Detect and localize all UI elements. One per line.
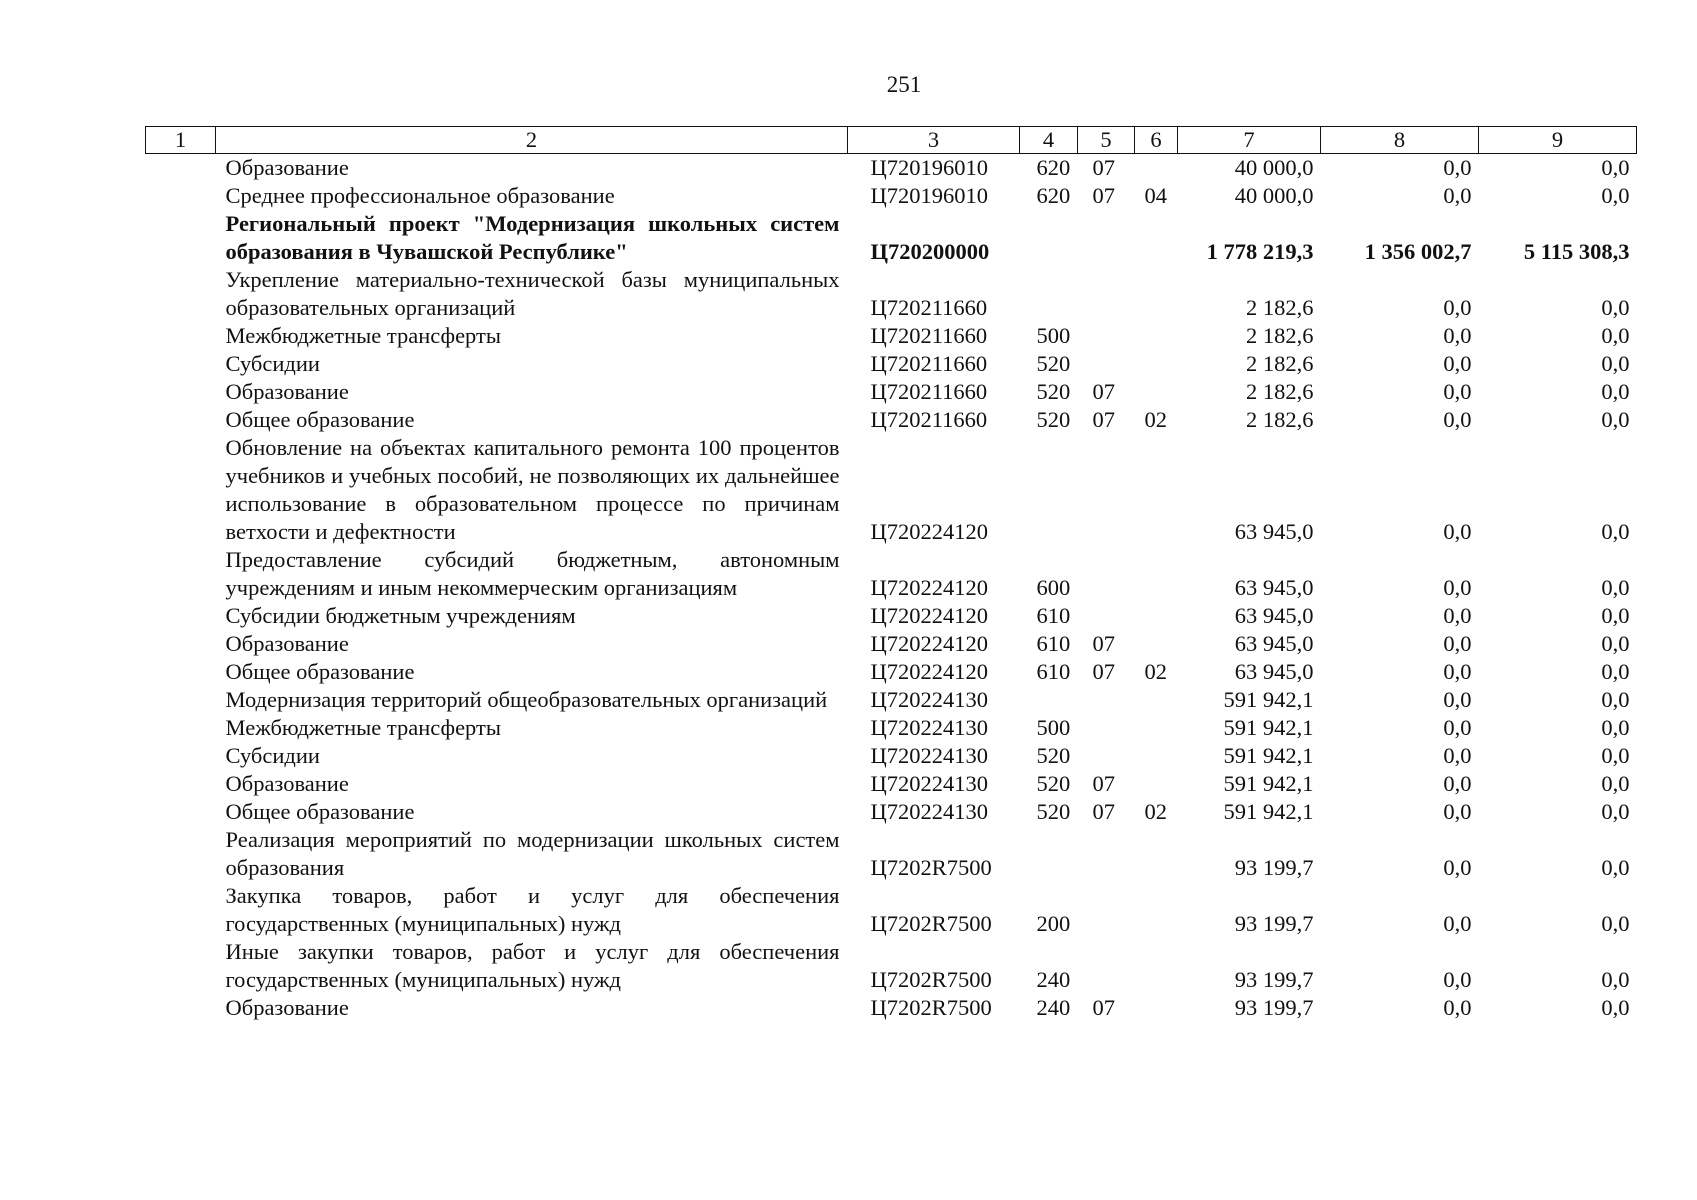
row-amount-col9: 0,0: [1601, 659, 1630, 684]
row-subsection: [1135, 154, 1178, 183]
row-amount-col9: 0,0: [1601, 911, 1630, 936]
row-expense-type: [1020, 266, 1078, 322]
row-section: [1078, 210, 1135, 266]
row-amount-col7: 591 942,1: [1223, 687, 1314, 712]
row-target-code: Ц720200000: [870, 239, 990, 264]
row-expense-type: 500: [1036, 323, 1071, 348]
row-amount-col7: 63 945,0: [1234, 603, 1314, 628]
row-expense-type: 520: [1036, 351, 1071, 376]
row-section: [1078, 266, 1135, 322]
row-amount-col7: 63 945,0: [1234, 631, 1314, 656]
row-section: [1078, 882, 1135, 938]
row-amount-col8: 0,0: [1443, 967, 1472, 992]
row-target-code: Ц720224120: [870, 659, 988, 684]
table-row: [146, 378, 1637, 406]
row-name: Общее образование: [225, 659, 415, 684]
row-spacer-cell: [146, 826, 216, 882]
row-amount-col8: 0,0: [1443, 687, 1472, 712]
row-amount-col8: 0,0: [1443, 519, 1472, 544]
row-amount-col9: 5 115 308,3: [1523, 239, 1630, 264]
row-expense-type: 620: [1036, 183, 1071, 208]
row-section: [1078, 546, 1135, 602]
row-amount-col8: 0,0: [1443, 715, 1472, 740]
row-amount-col9: 0,0: [1601, 351, 1630, 376]
column-number-3: 3: [848, 127, 1020, 154]
row-spacer-cell: [146, 322, 216, 350]
column-number-9: 9: [1479, 127, 1637, 154]
row-amount-col7: 2 182,6: [1246, 379, 1314, 404]
row-expense-type: 610: [1036, 631, 1071, 656]
row-amount-col8: 0,0: [1443, 799, 1472, 824]
row-section: 07: [1092, 995, 1115, 1020]
row-subsection: [1135, 322, 1178, 350]
row-spacer-cell: [146, 350, 216, 378]
row-amount-col8: 0,0: [1443, 631, 1472, 656]
row-amount-col9: 0,0: [1601, 407, 1630, 432]
row-spacer-cell: [146, 210, 216, 266]
row-amount-col9: 0,0: [1601, 967, 1630, 992]
row-amount-col9: 0,0: [1601, 295, 1630, 320]
row-section: [1078, 434, 1135, 546]
row-section: [1078, 322, 1135, 350]
row-target-code: Ц720224130: [870, 771, 988, 796]
table-row: [146, 938, 1637, 994]
row-amount-col8: 0,0: [1443, 323, 1472, 348]
row-name: Предоставление субсидий бюджетным, автономным учреждениям и иным некоммерческим организациям: [225, 547, 840, 600]
row-spacer-cell: [146, 602, 216, 630]
column-number-8: 8: [1321, 127, 1479, 154]
row-amount-col9: 0,0: [1601, 603, 1630, 628]
table-row: [146, 266, 1637, 322]
row-amount-col9: 0,0: [1601, 715, 1630, 740]
column-header-row: [146, 127, 1637, 154]
row-name: Региональный проект "Модернизация школьных систем образования в Чувашской Республике": [225, 211, 840, 264]
row-spacer-cell: [146, 434, 216, 546]
row-section: [1078, 938, 1135, 994]
table-row: [146, 154, 1637, 183]
row-amount-col9: 0,0: [1601, 743, 1630, 768]
row-spacer-cell: [146, 378, 216, 406]
row-name: Образование: [225, 155, 349, 180]
row-subsection: 02: [1144, 659, 1167, 684]
row-name: Укрепление материально-технической базы муниципальных образовательных организаций: [225, 267, 840, 320]
row-amount-col9: 0,0: [1601, 771, 1630, 796]
row-target-code: Ц720211660: [870, 295, 988, 320]
table-row: [146, 546, 1637, 602]
row-amount-col8: 0,0: [1443, 407, 1472, 432]
table-row: [146, 182, 1637, 210]
row-name: Обновление на объектах капитального ремонта 100 процентов учебников и учебных пособий, не позволяющих их дальнейшее использование в образовательном процессе по причинам ветхости и дефектности: [225, 435, 840, 544]
row-amount-col8: 0,0: [1443, 575, 1472, 600]
row-name: Субсидии: [225, 351, 320, 376]
row-target-code: Ц720224120: [870, 575, 988, 600]
row-name: Закупка товаров, работ и услуг для обеспечения государственных (муниципальных) нужд: [225, 883, 840, 936]
table-row: [146, 826, 1637, 882]
row-section: 07: [1092, 183, 1115, 208]
row-name: Среднее профессиональное образование: [225, 183, 615, 208]
row-section: [1078, 602, 1135, 630]
row-amount-col7: 591 942,1: [1223, 771, 1314, 796]
row-amount-col9: 0,0: [1601, 799, 1630, 824]
row-expense-type: 610: [1036, 603, 1071, 628]
row-subsection: [1135, 994, 1178, 1022]
row-expense-type: 610: [1036, 659, 1071, 684]
row-amount-col8: 0,0: [1443, 603, 1472, 628]
row-amount-col7: 591 942,1: [1223, 743, 1314, 768]
row-amount-col7: 2 182,6: [1246, 323, 1314, 348]
row-amount-col8: 0,0: [1443, 659, 1472, 684]
row-name: Субсидии: [225, 743, 320, 768]
table-row: [146, 434, 1637, 546]
column-number-7: 7: [1178, 127, 1321, 154]
table-row: [146, 322, 1637, 350]
column-number-2: 2: [216, 127, 848, 154]
row-section: [1078, 742, 1135, 770]
page-number: 251: [886, 72, 922, 97]
row-spacer-cell: [146, 154, 216, 183]
row-name: Межбюджетные трансферты: [225, 323, 501, 348]
table-body: [146, 154, 1637, 1023]
row-subsection: [1135, 938, 1178, 994]
table-row: [146, 210, 1637, 266]
row-subsection: 02: [1144, 407, 1167, 432]
row-spacer-cell: [146, 546, 216, 602]
row-spacer-cell: [146, 938, 216, 994]
row-amount-col7: 93 199,7: [1234, 995, 1314, 1020]
row-spacer-cell: [146, 714, 216, 742]
row-section: [1078, 826, 1135, 882]
row-expense-type: 520: [1036, 771, 1071, 796]
row-name: Модернизация территорий общеобразовательных организаций: [225, 687, 828, 712]
row-amount-col8: 0,0: [1443, 183, 1472, 208]
row-expense-type: 520: [1036, 799, 1071, 824]
table-row: [146, 770, 1637, 798]
row-subsection: [1135, 378, 1178, 406]
row-amount-col9: 0,0: [1601, 379, 1630, 404]
row-name: Образование: [225, 631, 349, 656]
row-section: [1078, 686, 1135, 714]
table-row: [146, 714, 1637, 742]
row-amount-col8: 0,0: [1443, 743, 1472, 768]
row-amount-col8: 0,0: [1443, 771, 1472, 796]
row-amount-col7: 63 945,0: [1234, 519, 1314, 544]
table-row: [146, 798, 1637, 826]
column-number-5: 5: [1078, 127, 1135, 154]
row-amount-col7: 40 000,0: [1234, 183, 1314, 208]
row-amount-col7: 63 945,0: [1234, 659, 1314, 684]
row-spacer-cell: [146, 798, 216, 826]
row-subsection: [1135, 770, 1178, 798]
row-section: [1078, 350, 1135, 378]
row-name: Иные закупки товаров, работ и услуг для обеспечения государственных (муниципальных) нужд: [225, 939, 840, 992]
row-subsection: [1135, 714, 1178, 742]
row-amount-col8: 0,0: [1443, 379, 1472, 404]
row-target-code: Ц720224130: [870, 743, 988, 768]
row-name: Межбюджетные трансферты: [225, 715, 501, 740]
row-amount-col8: 0,0: [1443, 155, 1472, 180]
row-target-code: Ц720211660: [870, 351, 988, 376]
row-section: 07: [1092, 379, 1115, 404]
row-expense-type: 500: [1036, 715, 1071, 740]
table-row: [146, 882, 1637, 938]
row-expense-type: 600: [1036, 575, 1071, 600]
row-section: 07: [1092, 631, 1115, 656]
row-amount-col7: 1 778 219,3: [1206, 239, 1314, 264]
table-row: [146, 630, 1637, 658]
row-section: 07: [1092, 659, 1115, 684]
row-name: Образование: [225, 995, 349, 1020]
row-expense-type: [1020, 434, 1078, 546]
row-amount-col9: 0,0: [1601, 687, 1630, 712]
row-subsection: 02: [1144, 799, 1167, 824]
table-row: [146, 686, 1637, 714]
row-target-code: Ц720196010: [870, 155, 988, 180]
row-target-code: Ц7202R7500: [870, 967, 992, 992]
row-target-code: Ц720224120: [870, 631, 988, 656]
row-subsection: 04: [1144, 183, 1167, 208]
table-row: [146, 994, 1637, 1022]
row-amount-col9: 0,0: [1601, 323, 1630, 348]
row-expense-type: [1020, 210, 1078, 266]
row-expense-type: 240: [1036, 995, 1071, 1020]
row-expense-type: 620: [1036, 155, 1071, 180]
row-subsection: [1135, 602, 1178, 630]
row-spacer-cell: [146, 994, 216, 1022]
row-target-code: Ц720211660: [870, 407, 988, 432]
row-name: Общее образование: [225, 407, 415, 432]
row-subsection: [1135, 882, 1178, 938]
row-amount-col9: 0,0: [1601, 519, 1630, 544]
row-name: Образование: [225, 379, 349, 404]
row-spacer-cell: [146, 742, 216, 770]
row-amount-col9: 0,0: [1601, 631, 1630, 656]
row-amount-col7: 63 945,0: [1234, 575, 1314, 600]
row-subsection: [1135, 826, 1178, 882]
row-amount-col9: 0,0: [1601, 183, 1630, 208]
row-spacer-cell: [146, 266, 216, 322]
row-expense-type: [1020, 826, 1078, 882]
row-amount-col8: 0,0: [1443, 911, 1472, 936]
row-name: Субсидии бюджетным учреждениям: [225, 603, 576, 628]
row-name: Общее образование: [225, 799, 415, 824]
row-subsection: [1135, 434, 1178, 546]
row-expense-type: 520: [1036, 743, 1071, 768]
row-amount-col7: 2 182,6: [1246, 295, 1314, 320]
row-target-code: Ц7202R7500: [870, 911, 992, 936]
table-row: [146, 742, 1637, 770]
row-amount-col7: 591 942,1: [1223, 799, 1314, 824]
row-subsection: [1135, 350, 1178, 378]
row-spacer-cell: [146, 182, 216, 210]
column-number-4: 4: [1020, 127, 1078, 154]
row-target-code: Ц720224130: [870, 799, 988, 824]
row-spacer-cell: [146, 770, 216, 798]
row-target-code: Ц720211660: [870, 379, 988, 404]
row-amount-col7: 93 199,7: [1234, 911, 1314, 936]
row-target-code: Ц720196010: [870, 183, 988, 208]
row-expense-type: [1020, 686, 1078, 714]
row-expense-type: 520: [1036, 379, 1071, 404]
row-subsection: [1135, 686, 1178, 714]
row-spacer-cell: [146, 658, 216, 686]
row-amount-col8: 0,0: [1443, 351, 1472, 376]
row-section: [1078, 714, 1135, 742]
row-subsection: [1135, 742, 1178, 770]
row-expense-type: 200: [1036, 911, 1071, 936]
row-target-code: Ц720211660: [870, 323, 988, 348]
row-amount-col8: 0,0: [1443, 855, 1472, 880]
row-amount-col7: 93 199,7: [1234, 967, 1314, 992]
table-row: [146, 602, 1637, 630]
row-target-code: Ц720224120: [870, 603, 988, 628]
row-expense-type: 520: [1036, 407, 1071, 432]
row-section: 07: [1092, 771, 1115, 796]
row-expense-type: 240: [1036, 967, 1071, 992]
table-row: [146, 406, 1637, 434]
row-target-code: Ц720224120: [870, 519, 988, 544]
row-target-code: Ц720224130: [870, 715, 988, 740]
row-amount-col7: 40 000,0: [1234, 155, 1314, 180]
row-amount-col9: 0,0: [1601, 155, 1630, 180]
row-spacer-cell: [146, 406, 216, 434]
row-amount-col9: 0,0: [1601, 855, 1630, 880]
row-amount-col7: 93 199,7: [1234, 855, 1314, 880]
row-name: Образование: [225, 771, 349, 796]
row-spacer-cell: [146, 882, 216, 938]
row-subsection: [1135, 210, 1178, 266]
column-number-6: 6: [1135, 127, 1178, 154]
table-row: [146, 350, 1637, 378]
row-subsection: [1135, 266, 1178, 322]
row-subsection: [1135, 630, 1178, 658]
row-target-code: Ц7202R7500: [870, 995, 992, 1020]
row-section: 07: [1092, 155, 1115, 180]
budget-table: [145, 126, 1637, 1022]
row-amount-col8: 0,0: [1443, 995, 1472, 1020]
row-amount-col7: 2 182,6: [1246, 351, 1314, 376]
row-target-code: Ц7202R7500: [870, 855, 992, 880]
column-number-1: 1: [146, 127, 216, 154]
row-subsection: [1135, 546, 1178, 602]
row-amount-col8: 1 356 002,7: [1364, 239, 1472, 264]
row-spacer-cell: [146, 686, 216, 714]
row-spacer-cell: [146, 630, 216, 658]
row-amount-col9: 0,0: [1601, 575, 1630, 600]
row-amount-col8: 0,0: [1443, 295, 1472, 320]
row-amount-col9: 0,0: [1601, 995, 1630, 1020]
row-name: Реализация мероприятий по модернизации школьных систем образования: [225, 827, 840, 880]
row-amount-col7: 591 942,1: [1223, 715, 1314, 740]
row-section: 07: [1092, 407, 1115, 432]
row-amount-col7: 2 182,6: [1246, 407, 1314, 432]
table-row: [146, 658, 1637, 686]
row-section: 07: [1092, 799, 1115, 824]
row-target-code: Ц720224130: [870, 687, 988, 712]
